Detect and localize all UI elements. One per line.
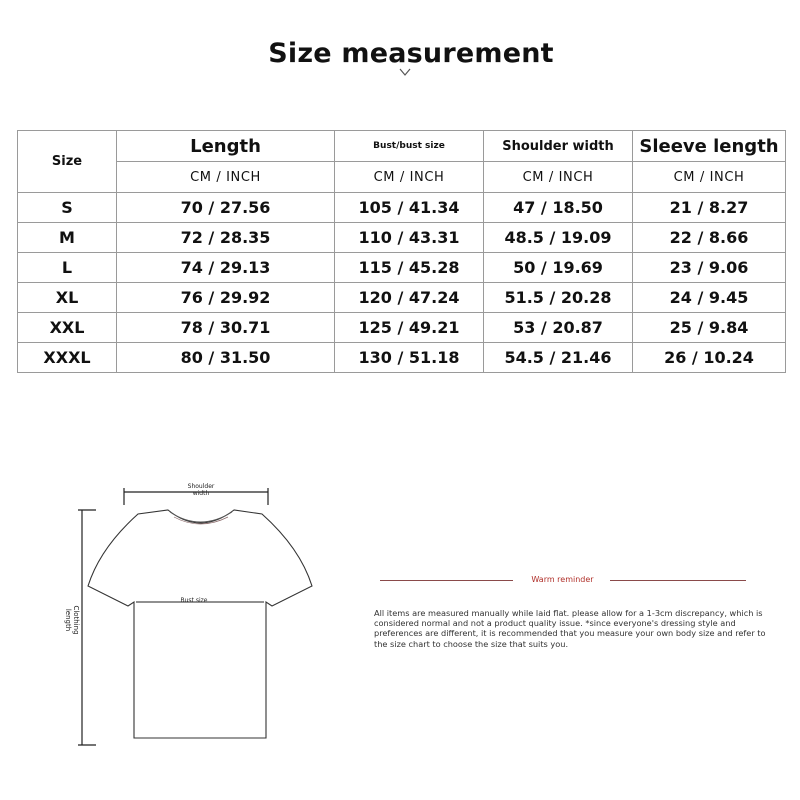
sleeve-cell: 23 / 9.06: [633, 253, 786, 283]
table-row: [18, 223, 786, 253]
table-row: [18, 253, 786, 283]
chevron-down-icon: [399, 66, 411, 78]
table-row: [18, 343, 786, 373]
sleeve-cell: 24 / 9.45: [633, 283, 786, 313]
unit-label: CM / INCH: [633, 162, 786, 193]
size-cell: S: [18, 193, 117, 223]
bust-cell: 130 / 51.18: [335, 343, 484, 373]
shoulder-cell: 47 / 18.50: [484, 193, 633, 223]
tshirt-diagram: [0, 470, 360, 770]
shoulder-cell: 50 / 19.69: [484, 253, 633, 283]
reminder-divider-left: [380, 580, 513, 581]
shoulder-width-label: width: [192, 490, 210, 497]
unit-label: CM / INCH: [484, 162, 633, 193]
size-cell: XXXL: [18, 343, 117, 373]
clothing-length-label: length: [64, 608, 72, 632]
column-header-bust: Bust/bust size: [335, 131, 484, 162]
size-cell: XL: [18, 283, 117, 313]
size-cell: XXL: [18, 313, 117, 343]
size-table: [17, 130, 786, 373]
length-cell: 70 / 27.56: [117, 193, 335, 223]
reminder-divider-right: [610, 580, 746, 581]
length-cell: 78 / 30.71: [117, 313, 335, 343]
length-cell: 80 / 31.50: [117, 343, 335, 373]
bust-cell: 105 / 41.34: [335, 193, 484, 223]
shoulder-width-label: Shoulder: [187, 483, 215, 490]
sleeve-cell: 25 / 9.84: [633, 313, 786, 343]
table-row: [18, 193, 786, 223]
bust-cell: 125 / 49.21: [335, 313, 484, 343]
sleeve-cell: 21 / 8.27: [633, 193, 786, 223]
reminder-title: Warm reminder: [531, 575, 594, 584]
bust-cell: 110 / 43.31: [335, 223, 484, 253]
sleeve-cell: 26 / 10.24: [633, 343, 786, 373]
table-row: [18, 283, 786, 313]
length-cell: 74 / 29.13: [117, 253, 335, 283]
clothing-length-label: Clothing: [72, 605, 80, 635]
bust-cell: 115 / 45.28: [335, 253, 484, 283]
sleeve-cell: 22 / 8.66: [633, 223, 786, 253]
length-cell: 72 / 28.35: [117, 223, 335, 253]
tshirt-outline: [88, 510, 312, 738]
column-header-shoulder: Shoulder width: [484, 131, 633, 162]
size-cell: M: [18, 223, 117, 253]
table-header-row: [18, 131, 786, 162]
size-cell: L: [18, 253, 117, 283]
page-title: Size measurement: [268, 38, 554, 69]
unit-label: CM / INCH: [117, 162, 335, 193]
shoulder-cell: 53 / 20.87: [484, 313, 633, 343]
reminder-text: All items are measured manually while laid flat. please allow for a 1-3cm discrepancy, which is considered normal and not a product quality issue. *since everyone's dressing style and preferences are different, it is recommended that you measure your own body size and refer to the size chart to choose the size that suits you.: [374, 608, 766, 649]
table-row: [18, 313, 786, 343]
table-unit-row: [18, 162, 786, 193]
length-cell: 76 / 29.92: [117, 283, 335, 313]
shoulder-cell: 54.5 / 21.46: [484, 343, 633, 373]
bust-cell: 120 / 47.24: [335, 283, 484, 313]
column-header-length: Length: [117, 131, 335, 162]
shoulder-cell: 51.5 / 20.28: [484, 283, 633, 313]
column-header-sleeve: Sleeve length: [633, 131, 786, 162]
shoulder-cell: 48.5 / 19.09: [484, 223, 633, 253]
bust-size-label: Bust size: [180, 597, 208, 604]
size-header: Size: [18, 131, 117, 193]
unit-label: CM / INCH: [335, 162, 484, 193]
